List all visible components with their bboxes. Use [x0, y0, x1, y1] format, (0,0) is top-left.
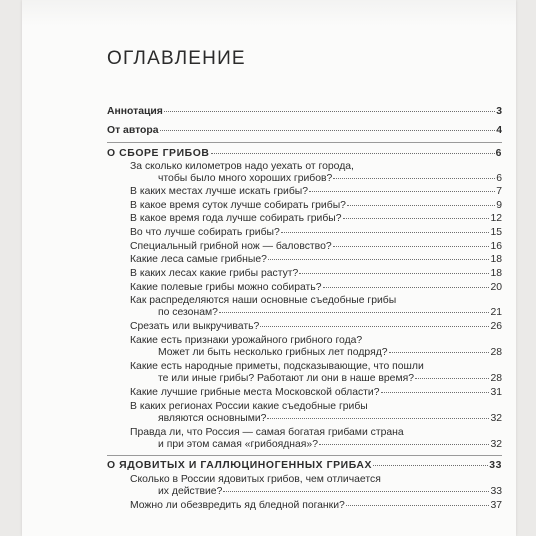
toc-entry	[130, 500, 502, 512]
dot-leader	[223, 491, 489, 492]
toc-entry-title: Правда ли, что Россия — самая богатая грибами страна	[130, 427, 404, 438]
page-title: ОГЛАВЛЕНИЕ	[107, 48, 246, 69]
section-divider	[107, 142, 502, 143]
dot-leader	[319, 444, 489, 445]
section-divider	[107, 455, 502, 456]
toc-entry-title-continued: их действие?	[158, 486, 223, 497]
toc-entry-title: Срезать или выкручивать?	[130, 321, 260, 332]
toc-entry	[158, 307, 502, 319]
toc-entry-title-continued: являются основными?	[158, 413, 267, 424]
dot-leader	[381, 392, 490, 393]
toc-page-number: 31	[490, 387, 502, 398]
toc-entry	[130, 227, 502, 239]
toc-entry-title: Какие есть народные приметы, подсказывающие, что пошли	[130, 361, 424, 372]
toc-page-number: 37	[490, 500, 502, 511]
toc-entry-title: Как распределяются наши основные съедобные грибы	[130, 295, 397, 306]
table-of-contents	[22, 0, 516, 536]
toc-entry-title-continued: те или иные грибы? Работают ли они в наше время?	[158, 373, 415, 384]
toc-entry-title: В каких местах лучше искать грибы?	[130, 186, 309, 197]
toc-entry-title-continued: чтобы было много хороших грибов?	[158, 173, 333, 184]
toc-entry	[158, 486, 502, 498]
dot-leader	[323, 287, 490, 288]
toc-entry-title: Можно ли обезвредить яд бледной поганки?	[130, 500, 345, 511]
toc-page-number: 33	[490, 486, 502, 497]
toc-entry	[130, 213, 502, 225]
dot-leader	[299, 273, 489, 274]
toc-entry	[158, 413, 502, 425]
toc-entry	[130, 200, 502, 212]
toc-entry-title: В каких лесах какие грибы растут?	[130, 268, 299, 279]
toc-entry-title: Сколько в России ядовитых грибов, чем отличается	[130, 474, 381, 485]
toc-page-number: 26	[490, 321, 502, 332]
toc-entry-title: О СБОРЕ ГРИБОВ	[107, 148, 210, 159]
toc-page-number: 28	[490, 373, 502, 384]
toc-entry-title: О ЯДОВИТЫХ И ГАЛЛЮЦИНОГЕННЫХ ГРИБАХ	[107, 460, 373, 471]
toc-page-number: 18	[490, 268, 502, 279]
toc-entry	[130, 387, 502, 399]
toc-entry	[158, 373, 502, 385]
toc-page-number: 12	[490, 213, 502, 224]
toc-section-heading	[107, 460, 502, 472]
toc-entry-title: Аннотация	[107, 106, 163, 117]
toc-page-number: 6	[496, 173, 502, 184]
dot-leader	[415, 378, 489, 379]
toc-page-number: 16	[490, 241, 502, 252]
toc-entry-title-continued: по сезонам?	[158, 307, 218, 318]
dot-leader	[281, 232, 490, 233]
toc-page-number: 6	[495, 148, 502, 159]
toc-page-number: 4	[496, 125, 502, 136]
toc-page-number: 20	[490, 282, 502, 293]
dot-leader	[343, 218, 490, 219]
toc-entry-title: За сколько километров надо уехать от города,	[130, 161, 354, 172]
toc-entry	[130, 254, 502, 266]
toc-page-number: 18	[490, 254, 502, 265]
toc-entry-title: Специальный грибной нож — баловство?	[130, 241, 332, 252]
book-page	[22, 0, 516, 536]
dot-leader	[389, 352, 490, 353]
toc-entry-title: От автора	[107, 125, 159, 136]
dot-leader	[347, 205, 495, 206]
toc-entry	[130, 241, 502, 253]
toc-page-number: 15	[490, 227, 502, 238]
dot-leader	[260, 326, 489, 327]
toc-page-number: 9	[496, 200, 502, 211]
toc-entry	[130, 282, 502, 294]
toc-entry-title-continued: Может ли быть несколько грибных лет подряд?	[158, 347, 388, 358]
toc-entry-title-continued: и при этом самая «грибоядная»?	[158, 439, 318, 450]
dot-leader	[333, 246, 490, 247]
toc-entry-title: В какое время года лучше собирать грибы?	[130, 213, 342, 224]
toc-entry-title: Какие леса самые грибные?	[130, 254, 267, 265]
toc-entry	[130, 268, 502, 280]
toc-entry	[107, 125, 502, 137]
toc-entry-title: Какие есть признаки урожайного грибного года?	[130, 335, 363, 346]
dot-leader	[164, 111, 495, 112]
toc-entry	[130, 321, 502, 333]
toc-section-heading	[107, 148, 502, 160]
toc-entry	[158, 347, 502, 359]
toc-page-number: 21	[490, 307, 502, 318]
toc-entry	[158, 173, 502, 185]
dot-leader	[267, 418, 489, 419]
dot-leader	[268, 259, 490, 260]
toc-entry-title: В какое время суток лучше собирать грибы?	[130, 200, 346, 211]
dot-leader	[160, 130, 496, 131]
dot-leader	[373, 465, 488, 466]
toc-entry-title: В каких регионах России какие съедобные грибы	[130, 401, 368, 412]
toc-page-number: 7	[496, 186, 502, 197]
toc-entry-title: Какие лучшие грибные места Московской области?	[130, 387, 380, 398]
toc-page-number: 32	[490, 439, 502, 450]
toc-entry	[158, 439, 502, 451]
toc-page-number: 32	[490, 413, 502, 424]
dot-leader	[219, 312, 490, 313]
toc-entry-title: Какие полевые грибы можно собирать?	[130, 282, 322, 293]
toc-page-number: 28	[490, 347, 502, 358]
toc-entry	[130, 186, 502, 198]
dot-leader	[309, 191, 495, 192]
toc-entry-title: Во что лучше собирать грибы?	[130, 227, 280, 238]
dot-leader	[211, 153, 495, 154]
toc-entry	[107, 106, 502, 118]
dot-leader	[346, 505, 490, 506]
toc-page-number: 3	[496, 106, 502, 117]
dot-leader	[333, 178, 495, 179]
toc-page-number: 33	[489, 460, 502, 471]
